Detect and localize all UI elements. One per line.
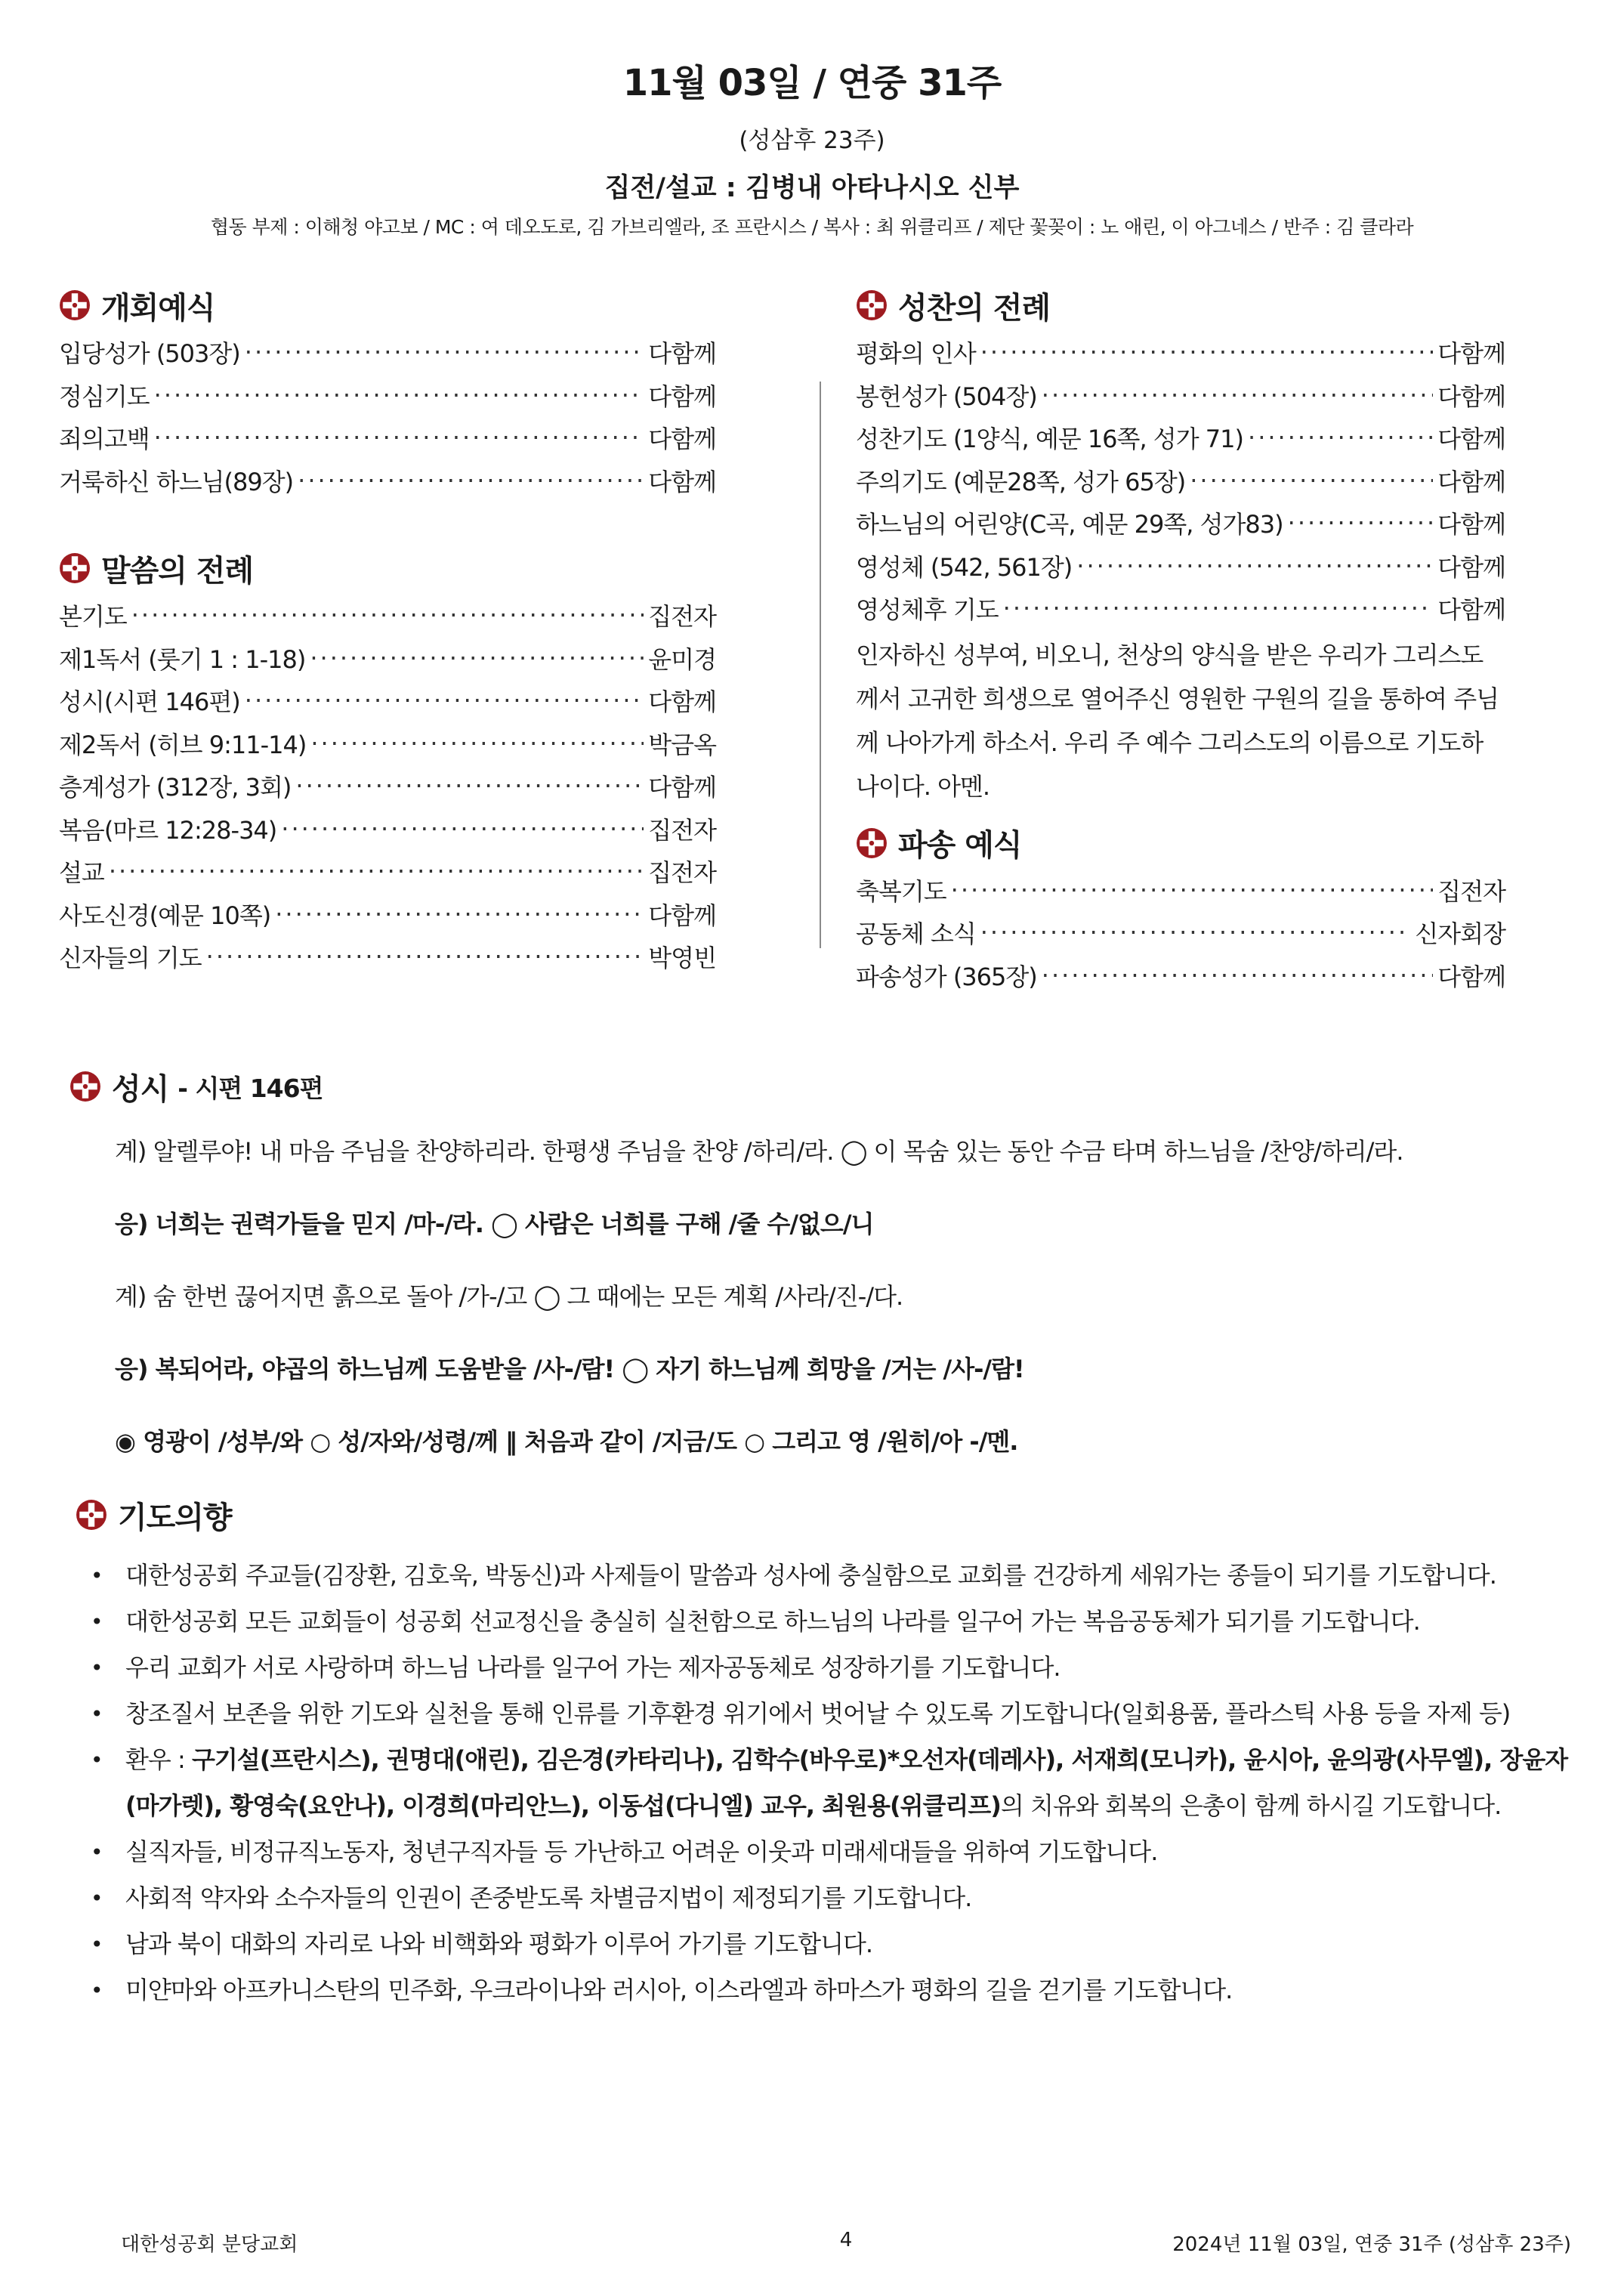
service-row xyxy=(856,331,1505,374)
service-item-label: 정심기도 xyxy=(59,382,150,411)
leader-dots xyxy=(295,771,644,800)
service-item-label: 하느님의 어린양(C곡, 예문 29쪽, 성가83) xyxy=(856,510,1283,539)
service-row xyxy=(59,594,716,637)
service-item-label: 공동체 소식 xyxy=(856,919,976,949)
service-item-label: 파송성가 (365장) xyxy=(856,962,1037,991)
service-item-performer: 박영빈 xyxy=(648,944,716,973)
service-item-performer: 다함께 xyxy=(648,339,716,369)
leader-dots xyxy=(1190,466,1433,495)
service-row xyxy=(856,954,1505,997)
service-item-label: 영성체후 기도 xyxy=(856,595,999,625)
leader-dots xyxy=(109,857,644,885)
cross-icon xyxy=(59,289,91,321)
leader-dots xyxy=(245,686,644,715)
intention-item: • 대한성공회 주교들(김장환, 김호욱, 박동신)과 사제들이 말씀과 성사에 충실함으로 교회를 건강하게 세워가는 종들이 되기를 기도합니다. xyxy=(76,1553,1579,1599)
service-item-label: 입당성가 (503장) xyxy=(59,339,240,369)
service-item-performer: 다함께 xyxy=(648,425,716,454)
service-item-label: 제1독서 (룻기 1 : 1-18) xyxy=(59,644,306,674)
psalm-line-response: 응) 복되어라, 야곱의 하느님께 도움받을 /사-/람! ◯ 자기 하느님께 희망을 /거는 /사-/람! xyxy=(115,1355,1024,1383)
service-item-label: 복음(마르 12:28-34) xyxy=(59,815,277,845)
service-item-performer: 집전자 xyxy=(648,815,716,845)
service-item-performer: 다함께 xyxy=(1437,962,1505,991)
section-subtitle-text: - 시편 146편 xyxy=(178,1073,323,1103)
leader-dots xyxy=(1248,423,1433,452)
service-row xyxy=(59,331,716,374)
psalm-line-gloria: ◉ 영광이 /성부/와 ○ 성/자와/성령/께 ‖ 처음과 같이 /지금/도 ○ 그리고 영 /원히/아 -/멘. xyxy=(115,1427,1018,1456)
psalm-line-response: 응) 너희는 권력가들을 믿지 /마-/라. ◯ 사람은 너희를 구해 /줄 수/없으/니 xyxy=(115,1210,874,1238)
service-row xyxy=(59,637,716,680)
service-row xyxy=(59,850,716,893)
section-title-text: 파송 예식 xyxy=(898,828,1022,863)
service-item-performer: 다함께 xyxy=(1437,510,1505,539)
leader-dots xyxy=(951,876,1434,904)
section-title-text: 기도의향 xyxy=(118,1500,232,1535)
footer-church: 대한성공회 분당교회 xyxy=(121,2233,298,2256)
service-row xyxy=(856,502,1505,545)
service-item-performer: 집전자 xyxy=(648,602,716,632)
service-row xyxy=(59,679,716,722)
leader-dots xyxy=(154,423,644,452)
service-item-performer: 집전자 xyxy=(1437,876,1505,906)
service-item-performer: 집전자 xyxy=(648,858,716,888)
page-header xyxy=(0,59,1624,240)
leader-dots xyxy=(980,918,1411,947)
section-title-text: 개회예식 xyxy=(101,290,215,326)
cross-icon xyxy=(856,289,888,321)
service-item-performer: 다함께 xyxy=(1437,595,1505,625)
service-row xyxy=(59,416,716,459)
leader-dots xyxy=(310,644,644,672)
service-item-performer: 박금옥 xyxy=(648,730,716,759)
intention-item: • 미얀마와 아프카니스탄의 민주화, 우크라이나와 러시아, 이스라엘과 하마스가 평화의 길을 걷기를 기도합니다. xyxy=(76,1967,1579,2013)
leader-dots xyxy=(1042,381,1433,409)
cross-icon xyxy=(69,1071,101,1102)
cross-icon xyxy=(59,552,91,584)
intention-item: • 사회적 약자와 소수자들의 인권이 존중받도록 차별금지법이 제정되기를 기도합니다. xyxy=(76,1875,1579,1921)
service-item-performer: 다함께 xyxy=(648,467,716,496)
section-psalm xyxy=(69,1064,1573,1109)
section-dismissal xyxy=(856,820,1505,866)
intention-item-sick xyxy=(76,1737,1579,1829)
leader-dots xyxy=(1076,552,1433,580)
service-row xyxy=(59,765,716,808)
service-row xyxy=(856,911,1505,954)
leader-dots xyxy=(1003,594,1434,623)
leader-dots xyxy=(154,381,644,409)
service-item-label: 층계성가 (312장, 3회) xyxy=(59,773,292,802)
service-item-performer: 다함께 xyxy=(1437,382,1505,411)
right-column xyxy=(856,283,1505,997)
page-subtitle: (성삼후 23주) xyxy=(739,127,885,154)
psalm-line-leader: 계) 숨 한번 끊어지면 흙으로 돌아 /가-/고 ◯ 그 때에는 모든 계획 /사라/진-/다. xyxy=(115,1282,903,1311)
service-item-performer: 다함께 xyxy=(1437,467,1505,496)
footer-page-number: 4 xyxy=(839,2229,853,2251)
service-item-label: 성시(시편 146편) xyxy=(59,688,240,717)
intention-item: • 실직자들, 비정규직노동자, 청년구직자들 등 가난하고 어려운 이웃과 미래세대들을 위하여 기도합니다. xyxy=(76,1829,1579,1875)
service-row xyxy=(856,545,1505,588)
section-title-text: 성시 xyxy=(112,1071,169,1107)
service-row xyxy=(59,374,716,417)
service-row xyxy=(59,459,716,502)
service-item-label: 평화의 인사 xyxy=(856,339,976,369)
page-title: 11월 03일 / 연중 31주 xyxy=(622,62,1002,104)
intention-item: • 창조질서 보존을 위한 기도와 실천을 통해 인류를 기후환경 위기에서 벗어날 수 있도록 기도합니다(일회용품, 플라스틱 사용 등을 자제 등) xyxy=(76,1691,1579,1737)
cross-icon xyxy=(856,827,888,859)
service-row xyxy=(59,722,716,765)
service-row xyxy=(856,587,1505,630)
psalm-lines xyxy=(115,1115,1573,1478)
service-row xyxy=(59,893,716,936)
service-item-performer: 신자회장 xyxy=(1415,919,1505,949)
section-opening xyxy=(59,283,716,328)
intention-item: • 우리 교회가 서로 사랑하며 하느님 나라를 일구어 가는 제자공동체로 성장하기를 기도합니다. xyxy=(76,1645,1579,1691)
service-item-label: 죄의고백 xyxy=(59,425,150,454)
footer-date: 2024년 11월 03일, 연중 31주 (성삼후 23주) xyxy=(1172,2233,1571,2256)
staff-line: 협동 부제 : 이해청 야고보 / MC : 여 데오도로, 김 가브리엘라, 조 프란시스 / 복사 : 최 위클리프 / 제단 꽃꽂이 : 노 애린, 이 아그네스 / 반주 : 김 클라라 xyxy=(210,216,1414,238)
service-item-label: 사도신경(예문 10쪽) xyxy=(59,901,271,930)
word-list xyxy=(59,594,716,978)
opening-list xyxy=(59,331,716,502)
leader-dots xyxy=(298,466,644,495)
service-row xyxy=(59,935,716,978)
leader-dots xyxy=(310,729,644,758)
psalm-section xyxy=(69,1064,1573,1478)
post-communion-prayer: 인자하신 성부여, 비오니, 천상의 양식을 받은 우리가 그리스도께서 고귀한 희생으로 열어주신 영원한 구원의 길을 통하여 주님께 나아가게 하소서. 우리 주 예수 그리스도의 이름으로 기도하나이다. 아멘. xyxy=(856,640,1499,801)
section-title-text: 성찬의 전례 xyxy=(898,290,1051,326)
service-item-performer: 다함께 xyxy=(1437,339,1505,369)
intentions-section xyxy=(76,1492,1579,2013)
section-intentions xyxy=(76,1492,1579,1537)
leader-dots xyxy=(131,601,644,629)
service-item-label: 제2독서 (히브 9:11-14) xyxy=(59,730,307,759)
intention-item: • 대한성공회 모든 교회들이 성공회 선교정신을 충실히 실천함으로 하느님의 나라를 일구어 가는 복음공동체가 되기를 기도합니다. xyxy=(76,1599,1579,1645)
section-title-text: 말씀의 전례 xyxy=(101,553,254,589)
leader-dots xyxy=(275,900,644,929)
intentions-list xyxy=(76,1553,1579,2013)
service-item-label: 신자들의 기도 xyxy=(59,944,202,973)
sick-suffix: 의 치유와 회복의 은총이 함께 하시길 기도합니다. xyxy=(1000,1791,1502,1820)
service-row xyxy=(856,869,1505,912)
dismissal-list xyxy=(856,869,1505,997)
intention-item: • 남과 북이 대화의 자리로 나와 비핵화와 평화가 이루어 가기를 기도합니다. xyxy=(76,1921,1579,1967)
sick-names: 구기설(프란시스), 권명대(애린), 김은경(카타리나), 김학수(바우로)*오선자(데레사), 서재희(모니카), 윤시아, 윤의광(사무엘), 장윤자(마가렛), 황영숙(요안나), 이경희(마리안느), 이동섭(다니엘) 교우, 최원용(위클리프) xyxy=(125,1745,1568,1820)
leader-dots xyxy=(980,338,1434,366)
service-item-label: 영성체 (542, 561장) xyxy=(856,552,1073,582)
service-item-label: 설교 xyxy=(59,858,104,888)
page-footer xyxy=(121,2229,1571,2256)
service-row xyxy=(59,808,716,851)
section-eucharist xyxy=(856,283,1505,328)
leader-dots xyxy=(1288,508,1434,537)
service-item-label: 거룩하신 하느님(89장) xyxy=(59,467,294,496)
column-divider xyxy=(820,382,821,948)
service-row xyxy=(856,459,1505,502)
service-item-performer: 다함께 xyxy=(648,901,716,930)
service-item-label: 주의기도 (예문28쪽, 성가 65장) xyxy=(856,467,1186,496)
service-row xyxy=(856,416,1505,459)
service-item-performer: 다함께 xyxy=(648,688,716,717)
service-item-label: 축복기도 xyxy=(856,876,946,906)
sick-prefix: 환우 : xyxy=(125,1745,192,1774)
left-column xyxy=(59,283,716,978)
preacher-line: 집전/설교 : 김병내 아타나시오 신부 xyxy=(604,173,1020,203)
leader-dots xyxy=(281,814,644,843)
psalm-line-leader: 계) 알렐루야! 내 마음 주님을 찬양하리라. 한평생 주님을 찬양 /하리/라. ◯ 이 목숨 있는 동안 수금 타며 하느님을 /찬양/하리/라. xyxy=(115,1137,1403,1166)
service-item-performer: 다함께 xyxy=(648,382,716,411)
service-item-performer: 윤미경 xyxy=(648,644,716,674)
eucharist-list xyxy=(856,331,1505,630)
leader-dots xyxy=(206,942,644,971)
leader-dots xyxy=(1042,961,1433,990)
service-item-label: 성찬기도 (1양식, 예문 16쪽, 성가 71) xyxy=(856,425,1244,454)
service-item-label: 본기도 xyxy=(59,602,127,632)
section-word xyxy=(59,545,716,591)
leader-dots xyxy=(245,338,644,366)
service-row xyxy=(856,374,1505,417)
service-item-performer: 다함께 xyxy=(648,773,716,802)
service-item-performer: 다함께 xyxy=(1437,425,1505,454)
service-item-performer: 다함께 xyxy=(1437,552,1505,582)
service-item-label: 봉헌성가 (504장) xyxy=(856,382,1037,411)
cross-icon xyxy=(76,1499,107,1531)
